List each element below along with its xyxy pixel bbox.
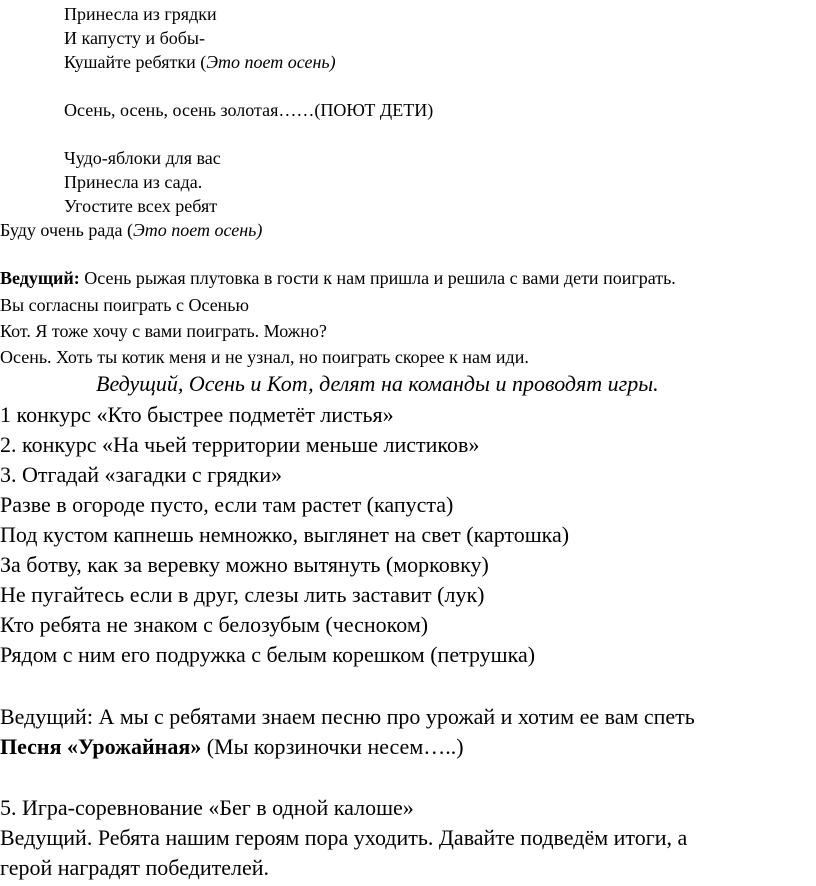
riddle-line: Разве в огороде пусто, если там растет (капуста) <box>0 492 454 517</box>
stage-note: Это поет осень) <box>132 220 263 240</box>
riddle-line: Под кустом капнешь немножко, выглянет на свет (картошка) <box>0 522 570 547</box>
riddle-line: Кто ребята не знаком с белозубым (чесноком) <box>0 612 429 637</box>
dialog-line: Вы согласны поиграть с Осенью <box>0 295 249 315</box>
contest-item: 1 конкурс «Кто быстрее подметёт листья» <box>0 402 394 427</box>
song-line: Песня «Урожайная» (Мы корзиночки несем…..) <box>0 734 464 759</box>
contest-item: 3. Отгадай «загадки с грядки» <box>0 462 282 487</box>
song-line: Осень, осень, осень золотая……(ПОЮТ ДЕТИ) <box>64 100 434 120</box>
poem-line: Чудо-яблоки для вас <box>64 148 221 168</box>
stage-direction: Ведущий, Осень и Кот, делят на команды и проводят игры. <box>96 371 659 396</box>
final-line: герой наградят победителей. <box>0 855 270 880</box>
final-line: Ведущий. Ребята нашим героям пора уходить. Давайте подведём итоги, а <box>0 825 688 850</box>
game-item: 5. Игра-соревнование «Бег в одной калоше» <box>0 795 414 820</box>
poem-line: И капусту и бобы- <box>64 28 206 48</box>
riddle-line: Не пугайтесь если в друг, слезы лить заставит (лук) <box>0 582 485 607</box>
poem-line: Угостите всех ребят <box>64 196 218 216</box>
dialog-line: Осень. Хоть ты котик меня и не узнал, но поиграть скорее к нам иди. <box>0 347 529 367</box>
host-line: Ведущий: Осень рыжая плутовка в гости к нам пришла и решила с вами дети поиграть. <box>0 268 676 288</box>
stage-note: Это поет осень) <box>206 52 336 72</box>
host-song-intro: Ведущий: А мы с ребятами знаем песню про урожай и хотим ее вам спеть <box>0 704 695 729</box>
poem-line: Буду очень рада (Это поет осень) <box>0 220 263 240</box>
song-title: Песня «Урожайная» <box>0 734 202 759</box>
speaker-label: Ведущий: <box>0 268 80 288</box>
riddle-line: За ботву, как за веревку можно вытянуть (морковку) <box>0 552 489 577</box>
poem-line: Принесла из грядки <box>64 4 217 24</box>
poem-line: Принесла из сада. <box>64 172 203 192</box>
contest-item: 2. конкурс «На чьей территории меньше листиков» <box>0 432 480 457</box>
dialog-line: Кот. Я тоже хочу с вами поиграть. Можно? <box>0 321 327 341</box>
poem-line: Кушайте ребятки (Это поет осень) <box>64 52 336 72</box>
riddle-line: Рядом с ним его подружка с белым корешком (петрушка) <box>0 642 536 667</box>
